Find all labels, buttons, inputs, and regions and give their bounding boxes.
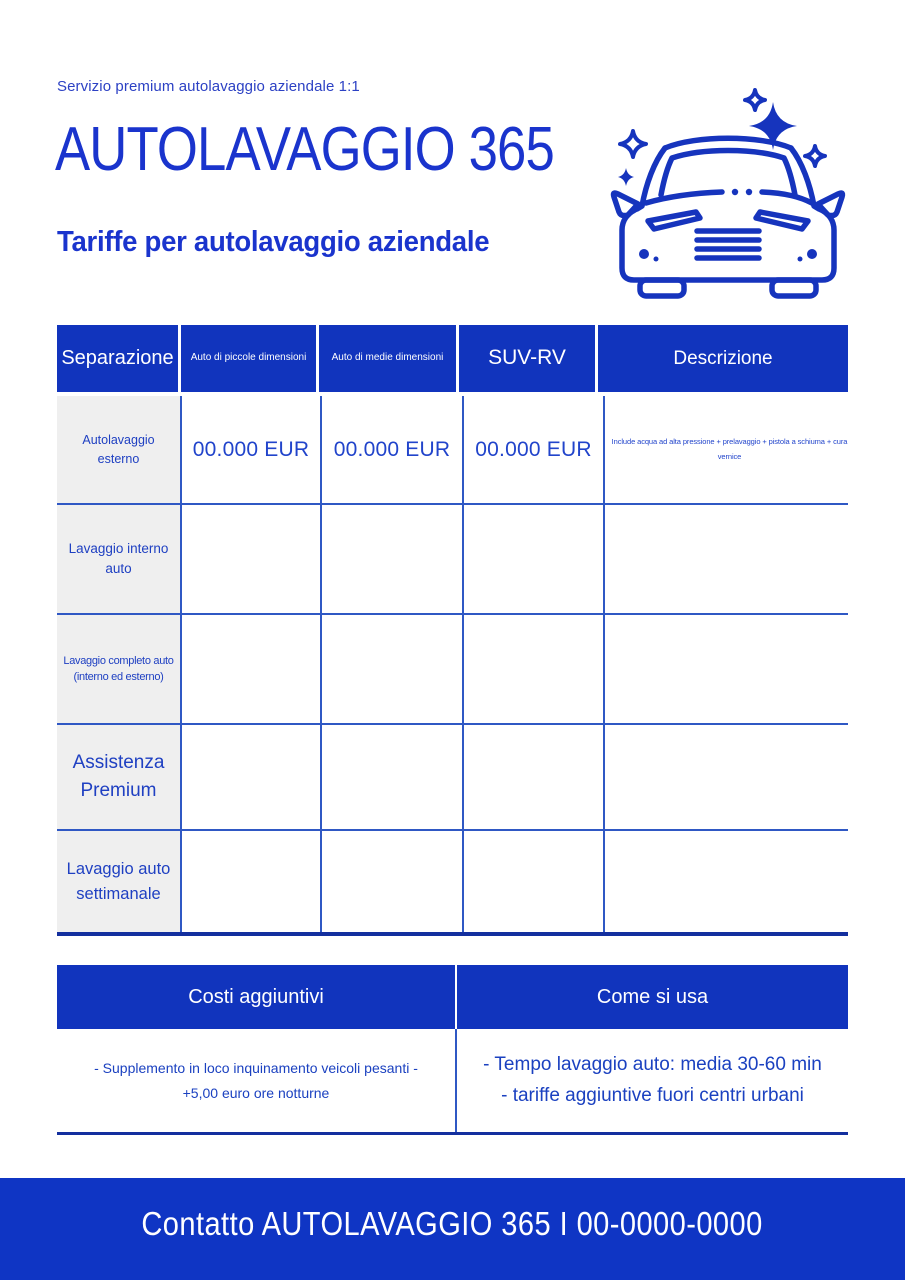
info-uso-line1: - Tempo lavaggio auto: media 30-60 min — [483, 1054, 822, 1076]
col-header-auto-piccole: Auto di piccole dimensioni — [181, 325, 316, 392]
price-cell — [322, 725, 462, 829]
description-cell — [605, 615, 854, 723]
row-label-autolavaggio-esterno: Autolavaggio esterno — [57, 396, 180, 503]
price-cell — [182, 831, 320, 932]
price-cell — [182, 615, 320, 723]
row-label-lavaggio-completo: Lavaggio completo auto (interno ed esterno) — [57, 615, 180, 723]
pricing-table — [57, 325, 848, 936]
price-cell: 00.000 EUR — [464, 396, 603, 503]
price-cell: 00.000 EUR — [182, 396, 320, 503]
col-header-descrizione: Descrizione — [598, 325, 848, 392]
info-costi-line2: +5,00 euro ore notturne — [182, 1084, 330, 1101]
page-title: AUTOLAVAGGIO 365 — [55, 115, 554, 184]
col-header-separazione: Separazione — [57, 325, 178, 392]
row-label-lavaggio-settimanale: Lavaggio auto settimanale — [57, 831, 180, 932]
info-header-costi-aggiuntivi: Costi aggiuntivi — [57, 965, 455, 1029]
description-cell — [605, 505, 854, 613]
price-cell — [182, 505, 320, 613]
col-header-auto-medie: Auto di medie dimensioni — [319, 325, 456, 392]
info-header-come-si-usa: Come si usa — [457, 965, 848, 1029]
price-cell — [464, 831, 603, 932]
price-cell — [464, 505, 603, 613]
info-costi-line1: - Supplemento in loco inquinamento veicoli pesanti - — [94, 1060, 418, 1076]
description-cell — [605, 725, 854, 829]
price-cell — [322, 615, 462, 723]
price-cell — [464, 615, 603, 723]
price-cell — [322, 505, 462, 613]
pricing-table-header-row — [57, 325, 848, 392]
price-cell — [464, 725, 603, 829]
info-section — [57, 965, 848, 1135]
price-cell — [322, 831, 462, 932]
pricing-table-body — [57, 396, 848, 936]
tagline: Servizio premium autolavaggio aziendale 1:1 — [57, 78, 360, 95]
footer-contact: Contatto AUTOLAVAGGIO 365 I 00-0000-0000 — [141, 1205, 764, 1242]
info-body-row — [57, 1029, 848, 1135]
price-cell — [182, 725, 320, 829]
description-cell — [605, 831, 854, 932]
price-cell: 00.000 EUR — [322, 396, 462, 503]
row-label-lavaggio-interno: Lavaggio interno auto — [57, 505, 180, 613]
info-header-row — [57, 965, 848, 1029]
info-text-uso — [455, 1029, 848, 1132]
page-subtitle: Tariffe per autolavaggio aziendale — [57, 226, 490, 258]
info-uso-line2: - tariffe aggiuntive fuori centri urbani — [501, 1084, 804, 1106]
row-label-assistenza-premium: Assistenza Premium — [57, 725, 180, 829]
car-front-with-sparkles-icon — [608, 84, 848, 302]
col-header-suv-rv: SUV-RV — [459, 325, 595, 392]
info-text-costi — [57, 1029, 455, 1132]
description-cell: Include acqua ad alta pressione + prelavaggio + pistola a schiuma + cura vernice — [605, 396, 854, 503]
footer-bar — [0, 1178, 905, 1280]
